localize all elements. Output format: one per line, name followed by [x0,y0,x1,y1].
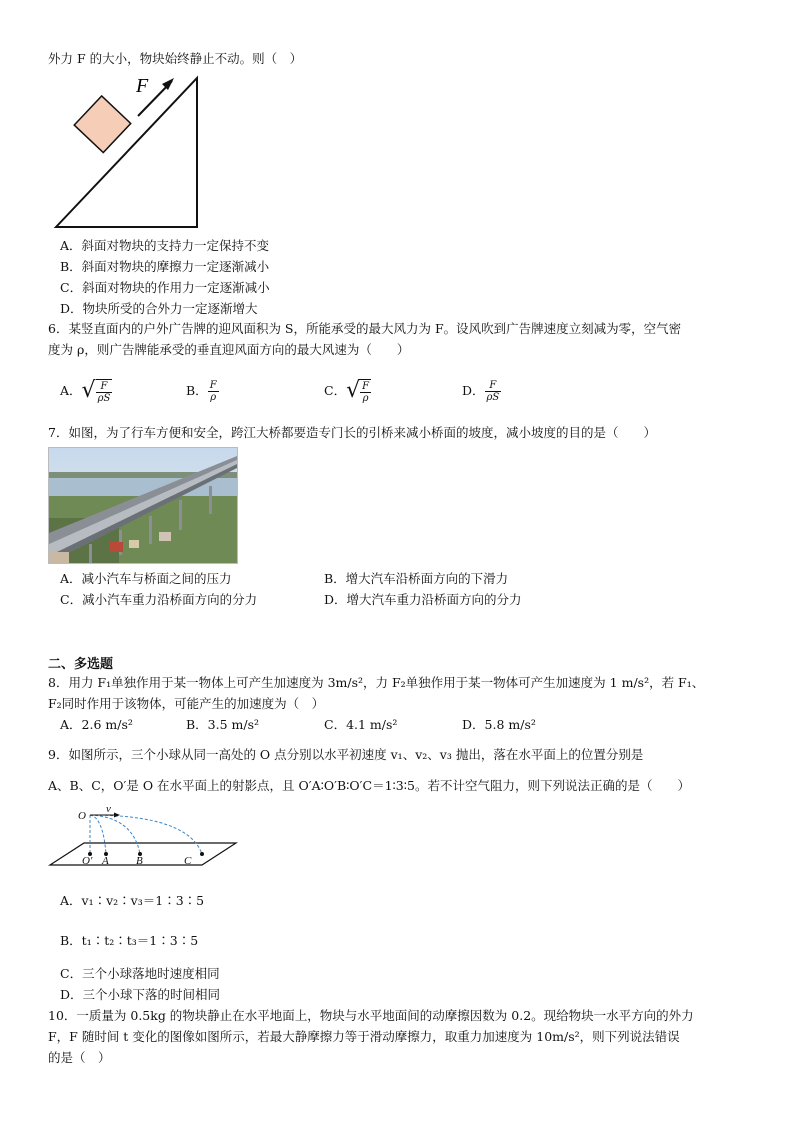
q8-option-c: C．4.1 m/s² [324,717,398,732]
q6-option-b-label: B． [186,383,208,398]
q6-d-numerator: F [485,380,502,392]
q9-line-2: A、B、C，O′是 O 在水平面上的射影点，且 O′A∶O′B∶O′C＝1∶3∶5。若不计空气阻力，则下列说法正确的是（ ） [48,778,690,793]
q9-option-c: C．三个小球落地时速度相同 [60,966,220,981]
q9-option-b: B．t₁∶t₂∶t₃＝1∶3∶5 [60,933,199,948]
projectile-figure [48,803,243,868]
q6-d-denominator: ρS [486,391,500,403]
q9-option-a: A．v₁∶v₂∶v₃＝1∶3∶5 [60,893,205,908]
label-v: v [106,803,111,815]
label-a: A [102,855,109,867]
force-label: F [136,75,149,97]
q7-option-b: B．增大汽车沿桥面方向的下滑力 [324,571,509,586]
bridge-photo [48,447,238,564]
ground-plane [50,843,236,865]
q5-stem-tail: 外力 F 的大小，物块始终静止不动。则（ ） [48,51,303,66]
q6-line-2: 度为 ρ，则广告牌能承受的垂直迎风面方向的最大风速为（ ） [48,342,410,357]
q7-option-c: C．减小汽车重力沿桥面方向的分力 [60,592,258,607]
q6-option-c-label: C． [324,383,347,398]
incline-figure [50,70,210,230]
q5-option-c: C．斜面对物块的作用力一定逐渐减小 [60,280,270,295]
trajectory-c [90,815,202,854]
q10-line-1: 10．一质量为 0.5kg 的物块静止在水平地面上，物块与水平地面间的动摩擦因数为 0.2。现给物块一水平方向的外力 [48,1008,694,1023]
q10-line-2: F，F 随时间 t 变化的图像如图所示，若最大静摩擦力等于滑动摩擦力，取重力加速度为 10m/s²，则下列说法错误 [48,1029,680,1044]
block [74,96,131,153]
trajectory-a [90,815,106,854]
q8-option-d: D．5.8 m/s² [462,717,536,732]
q10-line-3: 的是（ ） [48,1050,111,1065]
q6-b-denominator: ρ [210,391,217,403]
q6-a-numerator: F [96,381,113,393]
velocity-arrowhead [114,813,120,818]
sqrt-symbol: √ $\frac{F}{\rho}$ [346,378,370,404]
q6-option-a [60,373,112,409]
q8-option-b: B．3.5 m/s² [186,717,260,732]
q6-c-denominator: ρ [362,392,369,404]
q6-b-numerator: F [209,379,217,391]
label-b: B [136,855,143,867]
q6-c-numerator: F [362,380,370,392]
point-c [200,852,204,856]
q7-option-d: D．增大汽车重力沿桥面方向的分力 [324,592,522,607]
q5-option-d: D．物块所受的合外力一定逐渐增大 [60,301,258,316]
sqrt-symbol: √ $\frac{F}{\rho S}$ [81,378,111,404]
q5-option-a: A．斜面对物块的支持力一定保持不变 [60,238,270,253]
q7-option-a: A．减小汽车与桥面之间的压力 [60,571,232,586]
q8-option-a: A．2.6 m/s² [60,717,133,732]
q7-stem: 7．如图，为了行车方便和安全，跨江大桥都要造专门长的引桥来减小桥面的坡度，减小坡度的目的是（ ） [48,425,656,440]
q8-line-2: F₂同时作用于该物体，可能产生的加速度为（ ） [48,696,325,711]
label-o: O [78,810,86,822]
q6-line-1: 6．某竖直面内的户外广告牌的迎风面积为 S，所能承受的最大风力为 F。设风吹到广告牌速度立刻减为零，空气密 [48,321,682,336]
q6-option-c [324,373,371,409]
q6-a-denominator: ρS [97,392,111,404]
q6-option-a-label: A． [60,383,82,398]
q6-option-d-label: D． [462,383,485,398]
label-o-prime: O′ [82,855,93,867]
label-c: C [184,855,192,867]
q9-line-1: 9．如图所示，三个小球从同一高处的 O 点分别以水平初速度 v₁、v₂、v₃ 抛出，落在水平面上的位置分别是 [48,747,644,762]
section-title: 二、多选题 [48,657,114,672]
trajectory-b [90,815,140,854]
q6-option-d [462,373,501,409]
q9-option-d: D．三个小球下落的时间相同 [60,987,221,1002]
q5-option-b: B．斜面对物块的摩擦力一定逐渐减小 [60,259,270,274]
q8-line-1: 8．用力 F₁单独作用于某一物体上可产生加速度为 3m/s²，力 F₂单独作用于某一物体可产生加速度为 1 m/s²，若 F₁、 [48,675,705,690]
q6-option-b [186,373,219,409]
incline-triangle [56,78,197,227]
